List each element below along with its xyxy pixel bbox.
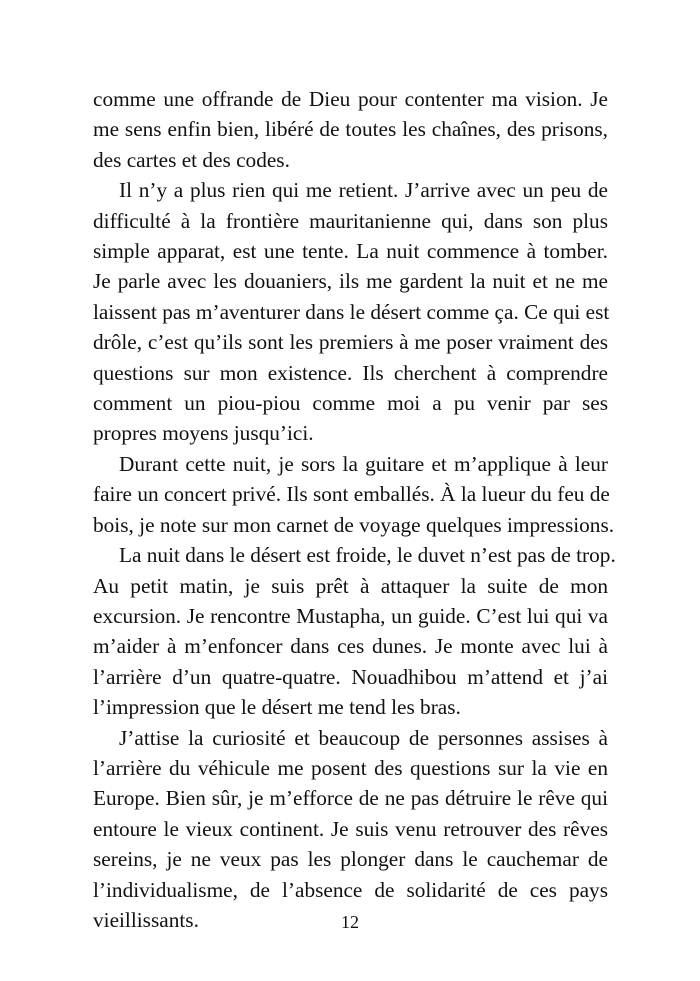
text-line: m’aider à m’enfoncer dans ces dunes. Je monte avec lui à	[93, 634, 608, 659]
text-line: simple apparat, est une tente. La nuit commence à tomber.	[93, 239, 608, 264]
text-line: difficulté à la frontière mauritanienne qui, dans son plus	[93, 208, 608, 233]
text-line: La nuit dans le désert est froide, le duvet n’est pas de trop.	[119, 543, 616, 568]
text-line: me sens enfin bien, libéré de toutes les chaînes, des prisons,	[93, 117, 608, 142]
paragraph-4	[93, 540, 616, 722]
text-line: sereins, je ne veux pas les plonger dans le cauchemar de	[93, 847, 608, 872]
text-line: laissent pas m’aventurer dans le désert comme ça. Ce qui est	[93, 299, 610, 324]
text-line: comment un piou-piou comme moi a pu venir par ses	[93, 391, 608, 416]
text-line: entoure le vieux continent. Je suis venu retrouver des rêves	[93, 816, 608, 841]
text-line: l’impression que le désert me tend les bras.	[93, 695, 461, 720]
paragraph-3	[93, 449, 615, 540]
text-line: questions sur mon existence. Ils cherchent à comprendre	[93, 360, 608, 385]
text-line: Je parle avec les douaniers, ils me gardent la nuit et ne me	[93, 269, 608, 294]
paragraph-5	[93, 723, 608, 936]
text-line: vieillissants.	[93, 907, 199, 932]
text-line: excursion. Je rencontre Mustapha, un guide. C’est lui qui va	[93, 603, 608, 628]
text-line: J’attise la curiosité et beaucoup de personnes assises à	[119, 725, 608, 750]
text-line: l’arrière du véhicule me posent des questions sur la vie en	[93, 755, 608, 780]
text-line: l’arrière d’un quatre-quatre. Nouadhibou m’attend et j’ai	[93, 664, 608, 689]
paragraph-1	[93, 84, 608, 175]
paragraph-2	[93, 175, 608, 449]
text-line: comme une offrande de Dieu pour contenter ma vision. Je	[93, 87, 608, 111]
text-line: faire un concert privé. Ils sont emballés. À la lueur du feu de	[93, 482, 610, 507]
text-line: Durant cette nuit, je sors la guitare et m’applique à leur	[119, 451, 608, 476]
text-line: Au petit matin, je suis prêt à attaquer la suite de mon	[93, 573, 608, 598]
text-line: bois, je note sur mon carnet de voyage quelques impressions.	[93, 512, 615, 537]
text-line: l’individualisme, de l’absence de solidarité de ces pays	[93, 877, 608, 902]
page-body	[93, 84, 616, 935]
page-number: 12	[341, 912, 359, 932]
text-line: Europe. Bien sûr, je m’efforce de ne pas détruire le rêve qui	[93, 786, 608, 811]
text-line: propres moyens jusqu’ici.	[93, 421, 314, 446]
text-line: des cartes et des codes.	[93, 147, 290, 172]
text-line: Il n’y a plus rien qui me retient. J’arrive avec un peu de	[119, 178, 608, 203]
text-line: drôle, c’est qu’ils sont les premiers à me poser vraiment des	[93, 330, 608, 355]
